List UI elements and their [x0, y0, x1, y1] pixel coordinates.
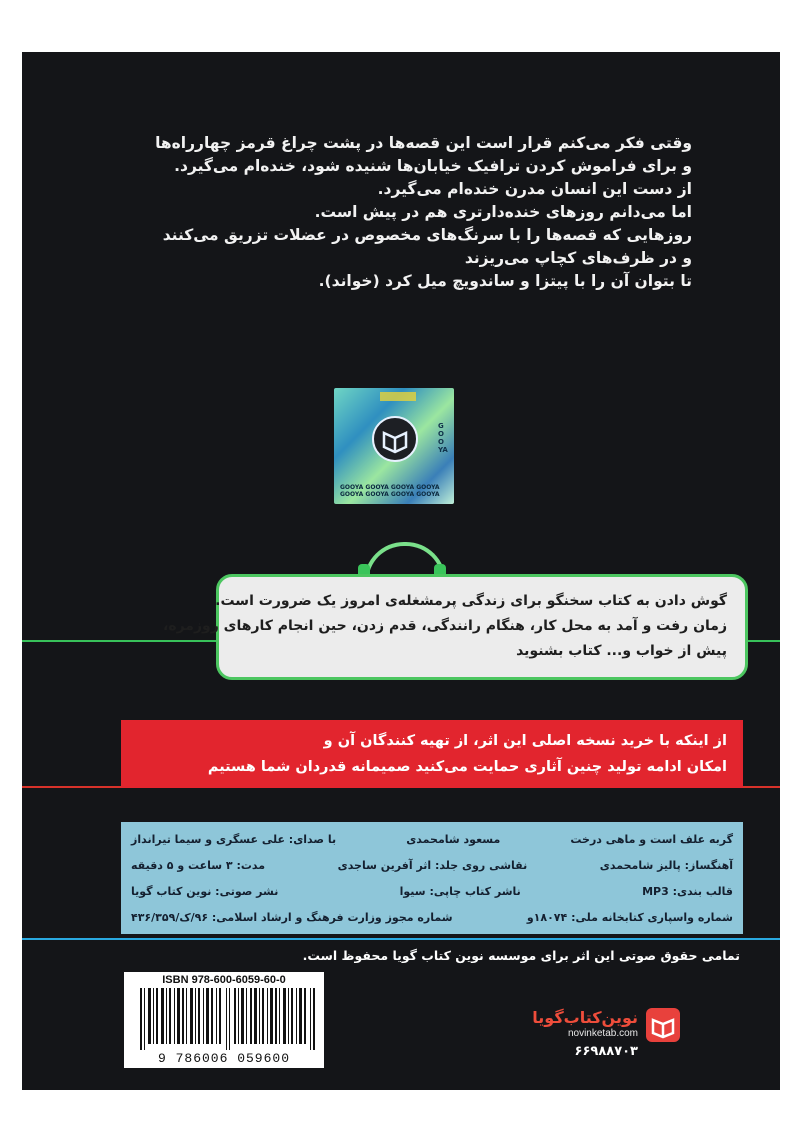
notice-line: از اینکه با خرید نسخه اصلی این اثر، از تهیه کنندگان آن و	[323, 733, 727, 749]
publisher-name: نوین‌کتاب‌گویا	[532, 1008, 638, 1027]
book-logo-icon	[372, 416, 418, 462]
credit-cell: قالب بندی: MP3	[642, 884, 733, 898]
message-line: پیش از خواب و... کتاب بشنوید	[516, 643, 727, 659]
blue-divider	[22, 938, 780, 940]
message-line: زمان رفت و آمد به محل کار، هنگام رانندگی، قدم زدن، حین انجام کارهای روزمره،	[163, 618, 727, 634]
credit-cell: شماره واسپاری کتابخانه ملی: ۱۸۰۷۴و	[526, 910, 733, 924]
hologram-sticker	[334, 388, 454, 504]
barcode-digits: 9 786006 059600	[157, 1051, 291, 1066]
credit-cell: با صدای: علی عسگری و سیما تیرانداز	[131, 832, 337, 846]
credits-row	[131, 852, 733, 878]
credit-cell: گربه علف است و ماهی درخت	[570, 832, 733, 846]
audiobook-message-box	[163, 574, 748, 680]
poem-line: روزهایی که قصه‌ها را با سرنگ‌های مخصوص در عضلات تزریق می‌کنند	[162, 226, 692, 244]
publisher-website: novinketab.com	[567, 1028, 638, 1039]
poem-line: و برای فراموش کردن ترافیک خیابان‌ها شنیده شود، خنده‌ام می‌گیرد.	[174, 157, 692, 175]
credits-table	[121, 822, 743, 934]
poem-line: و در ظرف‌های کچاپ می‌ریزند	[464, 249, 692, 267]
hologram-rows: GOOYA GOOYA GOOYA GOOYA GOOYA GOOYA GOOYA GOOYA	[340, 484, 440, 498]
copyright-notice: تمامی حقوق صوتی این اثر برای موسسه نوین کتاب گویا محفوظ است.	[302, 948, 740, 963]
notice-line: امکان ادامه تولید چنین آثاری حمایت می‌کنید صمیمانه قدردان شما هستیم	[207, 759, 727, 775]
credit-cell: آهنگساز: پالیز شامحمدی	[599, 858, 733, 872]
barcode-bars-icon	[140, 988, 316, 1050]
publisher-phone: ۶۶۹۸۸۷۰۳	[574, 1044, 638, 1059]
publisher-book-icon	[646, 1008, 680, 1042]
credits-row	[131, 904, 733, 930]
poem-line: تا بتوان آن را با پیتزا و ساندویچ میل کرد (خواند).	[318, 272, 692, 290]
publisher-logo	[526, 982, 746, 1062]
credit-cell: ناشر کتاب چاپی: سیوا	[399, 884, 521, 898]
hologram-tag	[380, 392, 416, 401]
credit-cell: نشر صوتی: نوین کتاب گویا	[131, 884, 279, 898]
credit-cell: نقاشی روی جلد: اثر آفرین ساجدی	[337, 858, 528, 872]
credits-row	[131, 878, 733, 904]
poem-text	[22, 132, 780, 293]
poem-line: از دست این انسان مدرن خنده‌ام می‌گیرد.	[377, 180, 692, 198]
isbn-barcode	[124, 972, 324, 1068]
book-back-cover	[22, 52, 780, 1090]
poem-line: اما می‌دانم روزهای خنده‌دارتری هم در پیش است.	[314, 203, 692, 221]
isbn-text: ISBN 978-600-6059-60-0	[162, 974, 286, 986]
hologram-side-text: GOOYA	[438, 422, 448, 454]
credits-row	[131, 826, 733, 852]
credit-cell: شماره مجوز وزارت فرهنگ و ارشاد اسلامی: ۹۶/ک/۴۳۶/۳۵۹	[131, 910, 453, 924]
credit-cell: مسعود شامحمدی	[406, 832, 501, 846]
message-line: گوش دادن به کتاب سخنگو برای زندگی پرمشغله‌ی امروز یک ضرورت است.	[215, 593, 727, 609]
thank-you-notice	[121, 720, 743, 788]
credit-cell: مدت: ۳ ساعت و ۵ دقیقه	[131, 858, 266, 872]
poem-line: وقتی فکر می‌کنم قرار است این قصه‌ها در پشت چراغ قرمز چهارراه‌ها	[155, 134, 692, 152]
